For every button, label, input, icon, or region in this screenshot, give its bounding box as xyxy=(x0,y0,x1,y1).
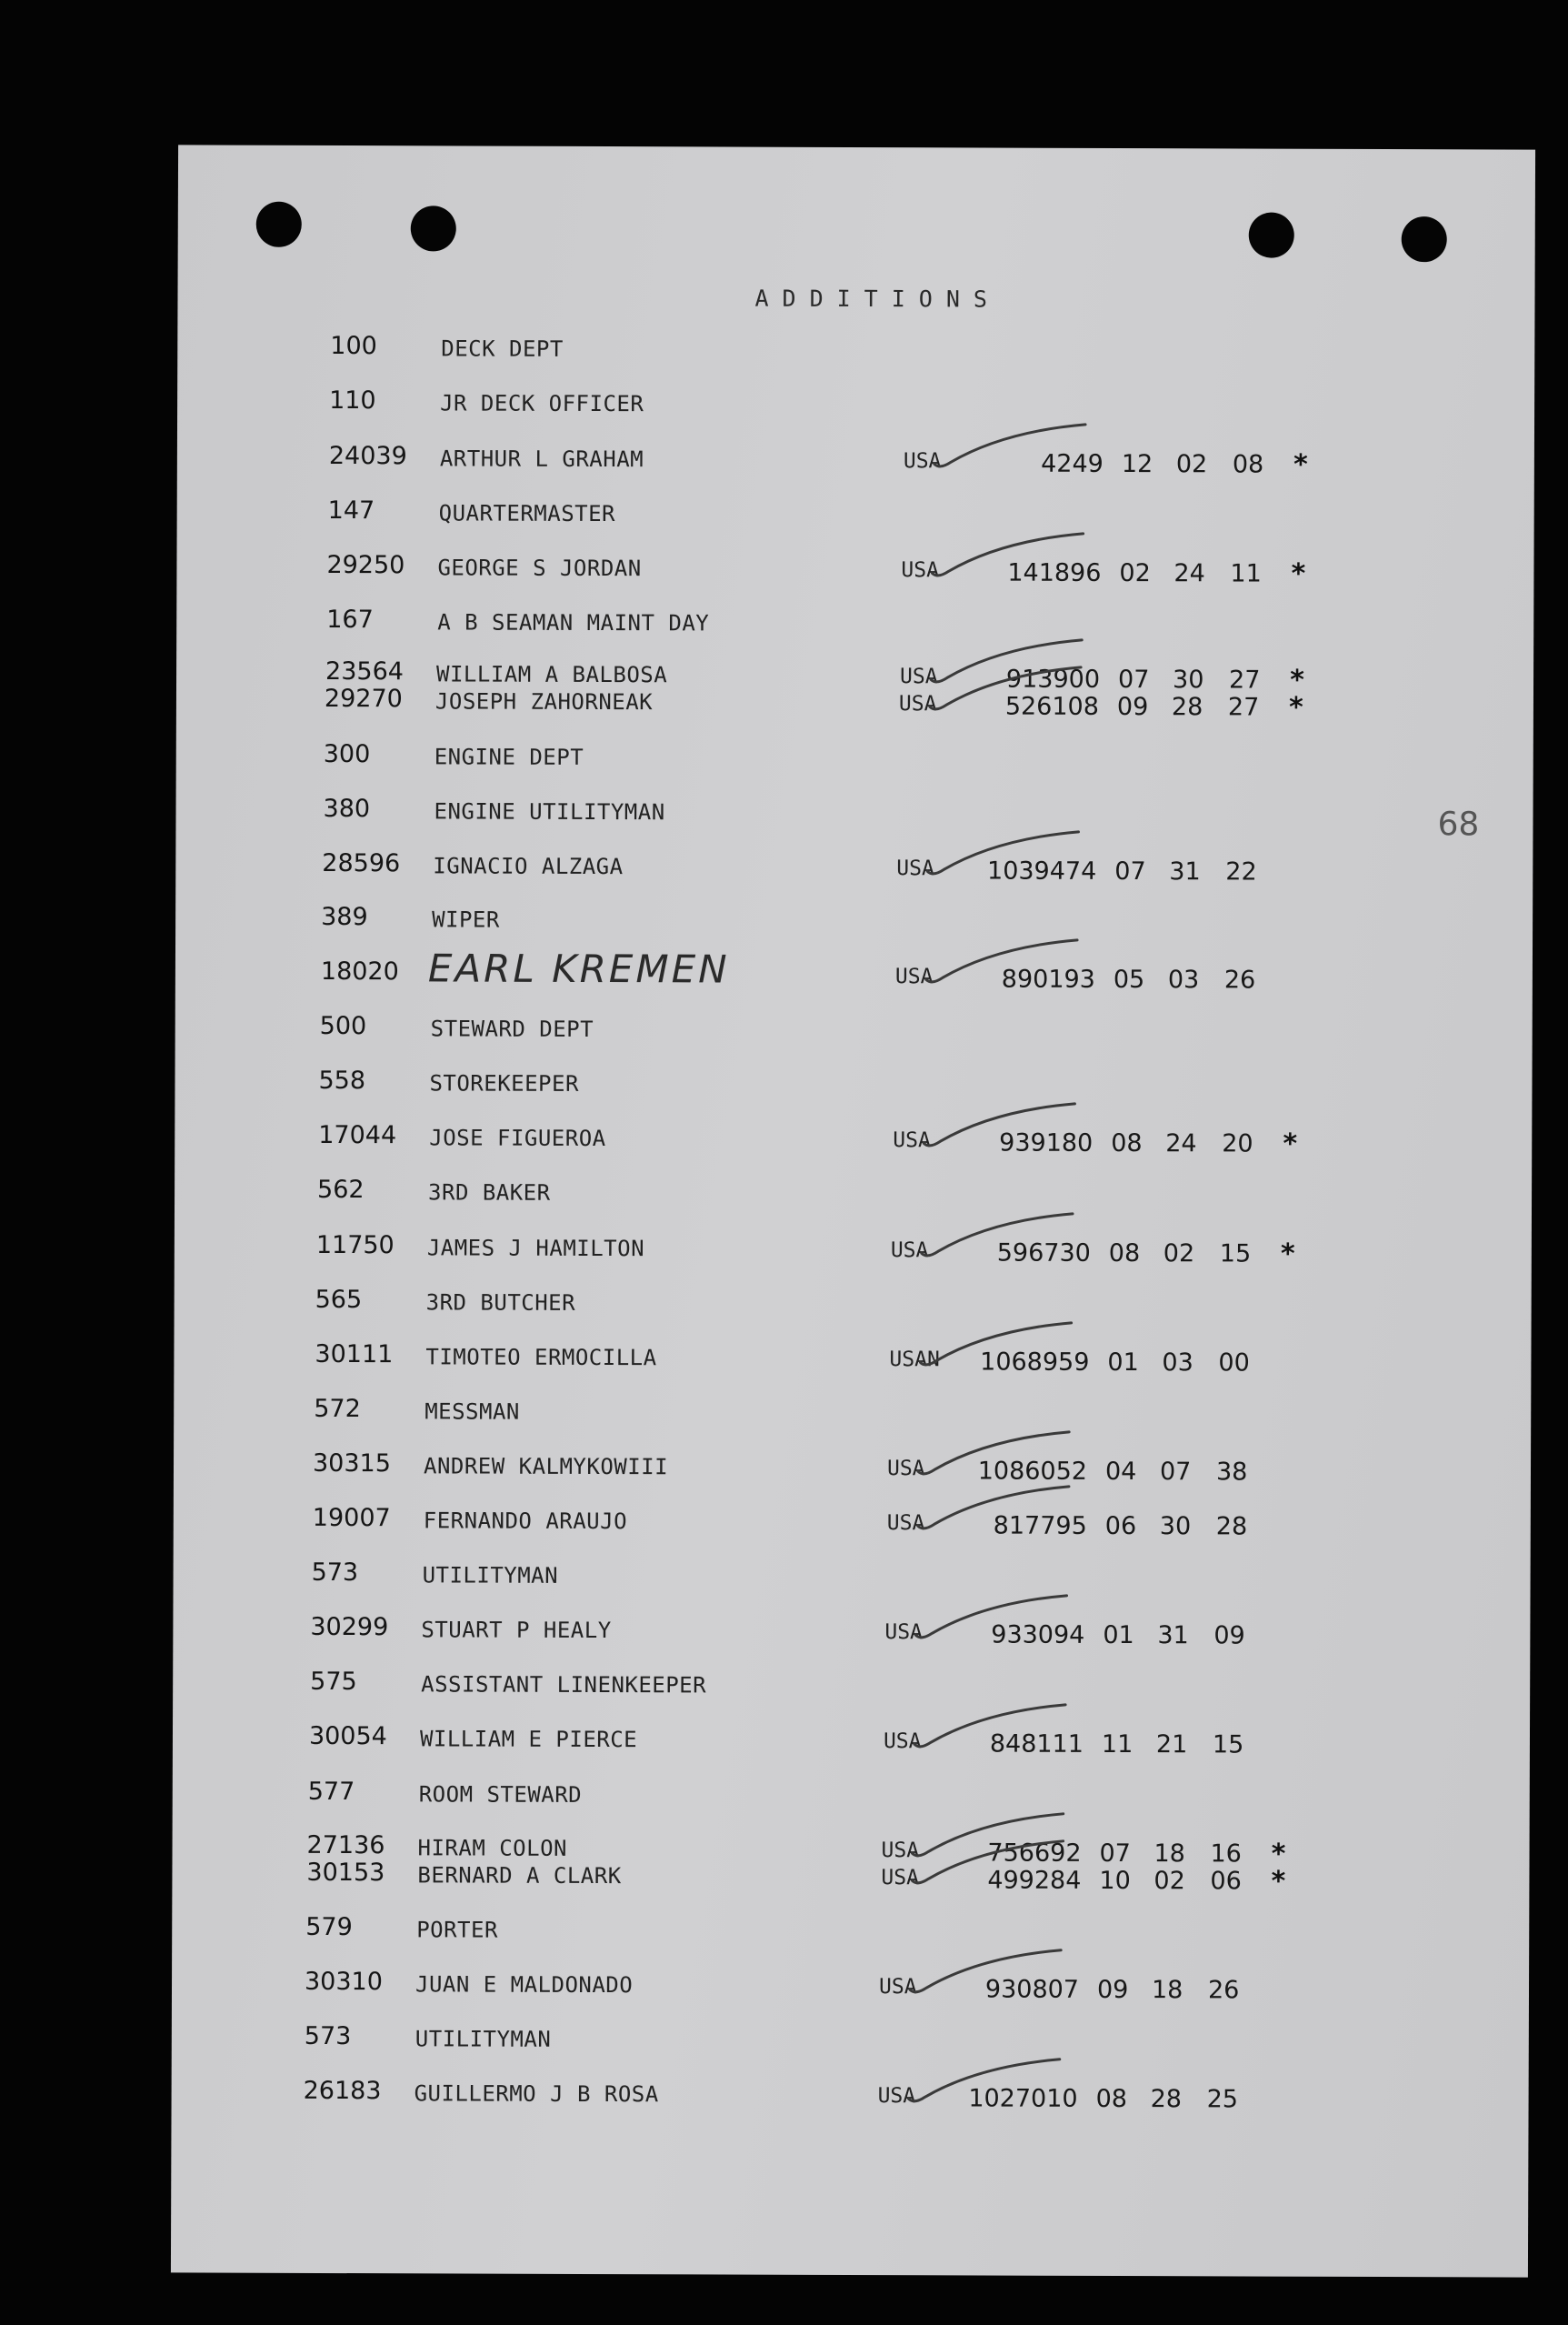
row-year: 27 xyxy=(1228,666,1261,695)
row-asterisk: * xyxy=(1270,1838,1287,1870)
row-label: JOSE FIGUEROA xyxy=(429,1125,606,1152)
row-label: WIPER xyxy=(432,907,500,933)
row-label: JR DECK OFFICER xyxy=(440,390,644,417)
row-code: 100 xyxy=(330,331,377,361)
row-label: MESSMAN xyxy=(424,1398,520,1425)
row-label: WILLIAM A BALBOSA xyxy=(436,661,668,688)
check-mark-icon xyxy=(931,420,1094,476)
row-day: 30 xyxy=(1159,1512,1192,1541)
row-year: 38 xyxy=(1215,1458,1248,1487)
row-code: 23564 xyxy=(325,656,404,686)
row-code: 29250 xyxy=(326,550,405,580)
row-asterisk: * xyxy=(1270,1865,1287,1898)
row-day: 24 xyxy=(1165,1129,1197,1158)
row-number: 913900 xyxy=(1005,665,1101,694)
row-code: 30299 xyxy=(310,1612,389,1642)
row-year: 20 xyxy=(1222,1129,1253,1158)
row-number: 499284 xyxy=(987,1866,1082,1895)
row-label: ANDREW KALMYKOWIII xyxy=(423,1453,669,1480)
check-mark-icon xyxy=(924,827,1087,883)
row-month: 02 xyxy=(1119,559,1151,588)
row-day: 28 xyxy=(1171,693,1203,722)
row-code: 573 xyxy=(311,1558,359,1588)
row-label: DECK DEPT xyxy=(441,336,564,362)
row-label: A B SEAMAN MAINT DAY xyxy=(437,609,710,636)
row-month: 08 xyxy=(1111,1128,1143,1158)
row-day: 24 xyxy=(1174,559,1205,588)
row-month: 05 xyxy=(1113,965,1145,995)
row-number: 933094 xyxy=(991,1620,1085,1649)
row-label: STEWARD DEPT xyxy=(430,1016,594,1043)
row-asterisk: * xyxy=(1292,448,1309,481)
row-nationality: USA xyxy=(877,2084,916,2109)
row-day: 03 xyxy=(1162,1348,1193,1378)
punch-hole xyxy=(411,205,456,251)
row-code: 11750 xyxy=(315,1230,394,1260)
check-mark-icon xyxy=(918,1209,1082,1265)
row-code: 562 xyxy=(317,1175,365,1205)
row-code: 24039 xyxy=(328,441,407,471)
check-mark-icon xyxy=(916,1318,1080,1374)
row-day: 02 xyxy=(1175,450,1208,479)
row-number: 1027010 xyxy=(968,2084,1078,2113)
row-nationality: USA xyxy=(900,665,938,689)
row-month: 06 xyxy=(1104,1511,1137,1541)
check-mark-icon xyxy=(914,1428,1078,1483)
row-year: 15 xyxy=(1219,1239,1252,1268)
row-day: 03 xyxy=(1167,966,1200,995)
row-number: 1068959 xyxy=(980,1348,1090,1377)
row-label: JOSEPH ZAHORNEAK xyxy=(434,688,654,716)
check-mark-icon xyxy=(908,1837,1072,1892)
row-day: 02 xyxy=(1154,1867,1185,1896)
row-nationality: USA xyxy=(883,1729,922,1754)
row-number: 526108 xyxy=(1004,692,1099,721)
row-label: ENGINE UTILITYMAN xyxy=(434,798,665,826)
row-year: 00 xyxy=(1218,1348,1250,1378)
row-nationality: USA xyxy=(878,1975,917,1999)
row-year: 26 xyxy=(1207,1976,1240,2005)
row-day: 21 xyxy=(1155,1730,1188,1759)
row-nationality: USA xyxy=(886,1511,925,1536)
row-code: 577 xyxy=(307,1777,355,1807)
row-month: 08 xyxy=(1095,2084,1128,2114)
row-label: 3RD BAKER xyxy=(428,1179,551,1206)
row-code: 167 xyxy=(326,605,374,635)
check-mark-icon xyxy=(923,936,1086,991)
row-nationality: USA xyxy=(898,692,937,717)
row-year: 28 xyxy=(1215,1512,1248,1541)
check-mark-icon xyxy=(911,1700,1074,1756)
row-month: 01 xyxy=(1103,1620,1134,1650)
row-nationality: USA xyxy=(886,1457,925,1481)
row-label: ARTHUR L GRAHAM xyxy=(439,446,644,473)
check-mark-icon xyxy=(906,1946,1070,2001)
check-mark-icon xyxy=(914,1482,1078,1538)
row-month: 09 xyxy=(1096,1975,1129,2005)
punch-hole xyxy=(1402,216,1447,262)
check-mark-icon xyxy=(926,663,1090,718)
row-code: 18020 xyxy=(320,957,399,987)
row-label: TIMOTEO ERMOCILLA xyxy=(425,1344,657,1371)
row-number: 890193 xyxy=(1001,965,1095,994)
row-day: 02 xyxy=(1163,1239,1195,1268)
row-code: 26183 xyxy=(303,2076,382,2106)
row-year: 15 xyxy=(1212,1730,1244,1759)
row-day: 28 xyxy=(1150,2085,1183,2114)
row-number: 141896 xyxy=(1007,558,1102,587)
row-number: 939180 xyxy=(999,1128,1094,1157)
check-mark-icon xyxy=(920,1099,1084,1155)
row-label: FERNANDO ARAUJO xyxy=(423,1508,628,1535)
row-label: ENGINE DEPT xyxy=(434,744,584,770)
row-day: 07 xyxy=(1159,1458,1192,1487)
row-label: JUAN E MALDONADO xyxy=(414,1971,634,1999)
row-label: ASSISTANT LINENKEEPER xyxy=(421,1671,707,1699)
row-asterisk: * xyxy=(1282,1127,1299,1160)
row-month: 09 xyxy=(1116,693,1149,722)
row-label: JAMES J HAMILTON xyxy=(426,1235,645,1262)
row-code: 27136 xyxy=(306,1830,385,1860)
handwritten-name: EARL KREMEN xyxy=(427,946,730,992)
row-code: 572 xyxy=(314,1394,361,1424)
row-label: STOREKEEPER xyxy=(429,1070,579,1097)
row-code: 17044 xyxy=(318,1120,397,1150)
row-month: 10 xyxy=(1099,1866,1131,1896)
row-nationality: USA xyxy=(881,1839,920,1863)
row-code: 29270 xyxy=(324,684,403,714)
row-code: 380 xyxy=(323,794,371,824)
row-code: 28596 xyxy=(322,848,401,878)
page-number: 68 xyxy=(1437,806,1480,844)
check-mark-icon xyxy=(905,2055,1069,2110)
row-label: IGNACIO ALZAGA xyxy=(433,853,624,880)
row-asterisk: * xyxy=(1279,1238,1296,1270)
row-code: 300 xyxy=(323,739,371,769)
row-month: 11 xyxy=(1101,1729,1134,1759)
row-nationality: USA xyxy=(894,965,934,989)
row-year: 25 xyxy=(1206,2085,1239,2114)
row-day: 18 xyxy=(1151,1976,1183,2005)
row-code: 147 xyxy=(327,496,375,526)
row-label: UTILITYMAN xyxy=(422,1562,559,1588)
row-code: 30054 xyxy=(308,1721,387,1751)
row-nationality: USA xyxy=(893,1128,931,1153)
row-month: 07 xyxy=(1099,1839,1131,1869)
row-nationality: USA xyxy=(881,1866,920,1890)
row-year: 16 xyxy=(1210,1839,1242,1869)
row-year: 26 xyxy=(1223,966,1256,995)
page-heading: ADDITIONS xyxy=(754,285,1002,313)
row-code: 579 xyxy=(305,1912,353,1942)
row-nationality: USA xyxy=(901,558,940,583)
row-day: 31 xyxy=(1157,1621,1189,1650)
row-month: 08 xyxy=(1108,1238,1141,1268)
row-year: 22 xyxy=(1225,857,1257,887)
row-number: 756692 xyxy=(987,1839,1082,1868)
row-code: 565 xyxy=(315,1285,363,1315)
row-code: 389 xyxy=(321,902,368,932)
row-number: 848111 xyxy=(989,1729,1084,1759)
row-code: 30153 xyxy=(306,1858,385,1888)
row-label: ROOM STEWARD xyxy=(418,1781,583,1808)
row-label: PORTER xyxy=(416,1917,498,1943)
row-asterisk: * xyxy=(1290,557,1307,590)
row-month: 01 xyxy=(1107,1348,1139,1378)
row-code: 110 xyxy=(329,386,376,416)
row-number: 4249 xyxy=(1041,449,1104,478)
row-year: 11 xyxy=(1230,559,1262,588)
row-code: 500 xyxy=(319,1011,367,1041)
row-nationality: USA xyxy=(896,857,934,881)
row-label: STUART P HEALY xyxy=(421,1617,612,1644)
document-page xyxy=(171,145,1535,2277)
row-asterisk: * xyxy=(1288,664,1306,696)
row-code: 575 xyxy=(310,1667,357,1697)
row-label: UTILITYMAN xyxy=(414,2026,552,2052)
row-nationality: USA xyxy=(884,1620,923,1645)
row-day: 30 xyxy=(1172,666,1204,695)
row-number: 596730 xyxy=(996,1238,1091,1268)
row-nationality: USA xyxy=(890,1238,929,1263)
row-code: 30111 xyxy=(315,1339,394,1369)
row-code: 573 xyxy=(304,2021,352,2051)
row-number: 817795 xyxy=(993,1511,1087,1540)
row-number: 1086052 xyxy=(977,1457,1088,1486)
row-label: 3RD BUTCHER xyxy=(425,1289,576,1316)
row-year: 27 xyxy=(1227,693,1260,722)
row-day: 18 xyxy=(1154,1839,1185,1869)
row-number: 930807 xyxy=(984,1975,1080,2004)
row-month: 12 xyxy=(1121,450,1154,479)
row-nationality: USAN xyxy=(889,1348,940,1372)
row-day: 31 xyxy=(1169,857,1201,887)
row-label: QUARTERMASTER xyxy=(438,500,616,527)
check-mark-icon xyxy=(912,1591,1075,1647)
row-code: 19007 xyxy=(312,1503,391,1533)
row-label: HIRAM COLON xyxy=(417,1835,568,1861)
row-year: 08 xyxy=(1232,450,1264,479)
punch-hole xyxy=(1249,213,1294,258)
row-number: 1039474 xyxy=(987,857,1097,886)
row-label: BERNARD A CLARK xyxy=(417,1862,622,1889)
row-month: 07 xyxy=(1117,666,1150,695)
row-year: 06 xyxy=(1210,1867,1242,1896)
row-label: WILLIAM E PIERCE xyxy=(419,1726,638,1753)
row-asterisk: * xyxy=(1287,691,1305,724)
row-code: 30310 xyxy=(304,1967,383,1997)
punch-hole xyxy=(256,202,302,247)
row-month: 07 xyxy=(1114,857,1146,887)
check-mark-icon xyxy=(928,529,1092,585)
row-nationality: USA xyxy=(903,449,942,474)
row-label: GUILLERMO J B ROSA xyxy=(414,2080,659,2108)
row-month: 04 xyxy=(1104,1457,1137,1487)
row-code: 30315 xyxy=(312,1448,391,1478)
row-label: GEORGE S JORDAN xyxy=(437,555,642,582)
row-code: 558 xyxy=(318,1066,366,1096)
row-year: 09 xyxy=(1213,1621,1245,1650)
